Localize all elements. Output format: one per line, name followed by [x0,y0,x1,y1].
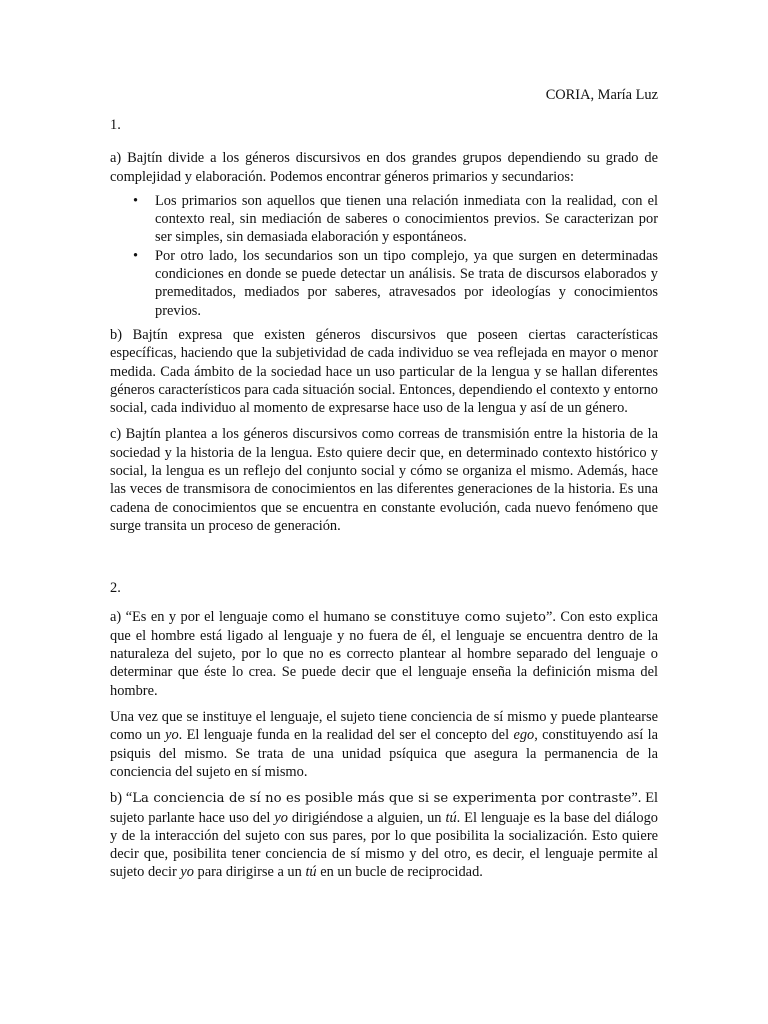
answer-2b-text-5: en un bucle de reciprocidad. [316,864,483,881]
answer-2b-text-3: . El lenguaje es la base del diálogo y de la interacción del sujeto con sus pares, por lo que posibilita la socialización. Esto quiere decir que, posibilita tener conciencia de sí mismo y del otro, es decir, el lenguaje permite al sujeto decir [110,809,659,881]
bullet-text-primary: Los primarios son aquellos que tienen una relación inmediata con la realidad, con el contexto real, sin mediación de saberes o conocimientos previos. Se caracterizan por ser simples, sin demasiada elaboración y espontáneos. [155,192,658,246]
answer-1b-paragraph: b) Bajtín expresa que existen géneros discursivos que poseen ciertas características específicas, haciendo que la subjetividad de cada individuo se vea reflejada en mayor o menor medida. Cada ámbito de la sociedad hace un uso particular de la lengua y se hallan diferentes géneros característicos para cada situación social. Entonces, dependiendo el contexto y entorno social, cada individuo al momento de expresarse hace uso de la lengua y así de un género. [110,326,658,417]
bullet-item-primary-genres [110,192,658,247]
document-body [110,116,658,890]
answer-2a-prefix: a) “Es en y por el lenguaje como el humano se [110,608,391,625]
answer-2b-paragraph [110,789,658,881]
answer-2a-rest: ”. Con esto explica que el hombre está ligado al lenguaje y no fuera de él, el lenguaje se encuentra dentro de la naturaleza del sujeto, por lo que no es correcto plantear al hombre separado del lenguaje o determinar que éste lo crea. Se puede decir que el lenguaje enseña la definición misma del hombre. [110,608,659,699]
answer-2a-quote: constituye como sujeto [390,609,546,625]
answer-2a-second-paragraph [110,708,658,781]
p2-text-2: . El lenguaje funda en la realidad del ser el concepto del [178,727,514,744]
answer-2b-text-2: dirigiéndose a alguien, un [287,809,446,826]
answer-2b-yo-2: yo [180,864,194,881]
section-spacer [110,543,658,579]
bullet-icon: • [133,192,139,209]
p2-text-3: , constituyendo así la psiquis del mismo. Se trata de una unidad psíquica que asegura la permanencia de la conciencia del sujeto en sí mismo. [110,727,658,780]
answer-2b-prefix: b) “ [110,790,133,807]
answer-2b-tu-2: tú [305,864,317,881]
bullet-item-secondary-genres [110,247,658,320]
answer-2b-tu-1: tú [445,809,457,826]
answer-1c-paragraph: c) Bajtín plantea a los géneros discursivos como correas de transmisión entre la historia de la sociedad y la historia de la lengua. Esto quiere decir que, en determinado contexto histórico y social, la lengua es un reflejo del conjunto social y cómo se organiza el mismo. Además, hace las veces de transmisora de conocimientos en las diferentes generaciones de la historia. Es una cadena de conocimientos que se encuentra en constante evolución, cada nuevo fenómeno que surge transita un proceso de generación. [110,426,658,534]
p2-ego: ego [513,727,535,744]
answer-2a-paragraph [110,608,658,700]
answer-2b-yo-1: yo [274,809,288,826]
question-1-number: 1. [110,117,121,133]
bullet-text-secondary: Por otro lado, los secundarios son un tipo complejo, ya que surgen en determinadas condiciones en donde se puede detectar un análisis. Se trata de discursos elaborados y premeditados, mediados por saberes, atravesados por ideologías y conocimientos previos. [155,247,658,319]
answer-1a-paragraph: a) Bajtín divide a los géneros discursivos en dos grandes grupos dependiendo su grado de complejidad y elaboración. Podemos encontrar géneros primarios y secundarios: [110,150,658,185]
answer-2b-text-4: para dirigirse a un [193,864,306,881]
p2-yo: yo [165,727,179,744]
p2-text-1: Una vez que se instituye el lenguaje, el sujeto tiene conciencia de sí mismo y puede plantearse como un [110,709,658,744]
question-2-number: 2. [110,580,121,597]
answer-2b-quote: La conciencia de sí no es posible más que si se experimenta por contraste [132,791,632,807]
answer-2b-text-1: ”. El sujeto parlante hace uso del [110,790,658,826]
author-name: CORIA, María Luz [545,87,658,103]
genres-bullet-list [110,192,658,320]
bullet-icon: • [133,247,139,264]
